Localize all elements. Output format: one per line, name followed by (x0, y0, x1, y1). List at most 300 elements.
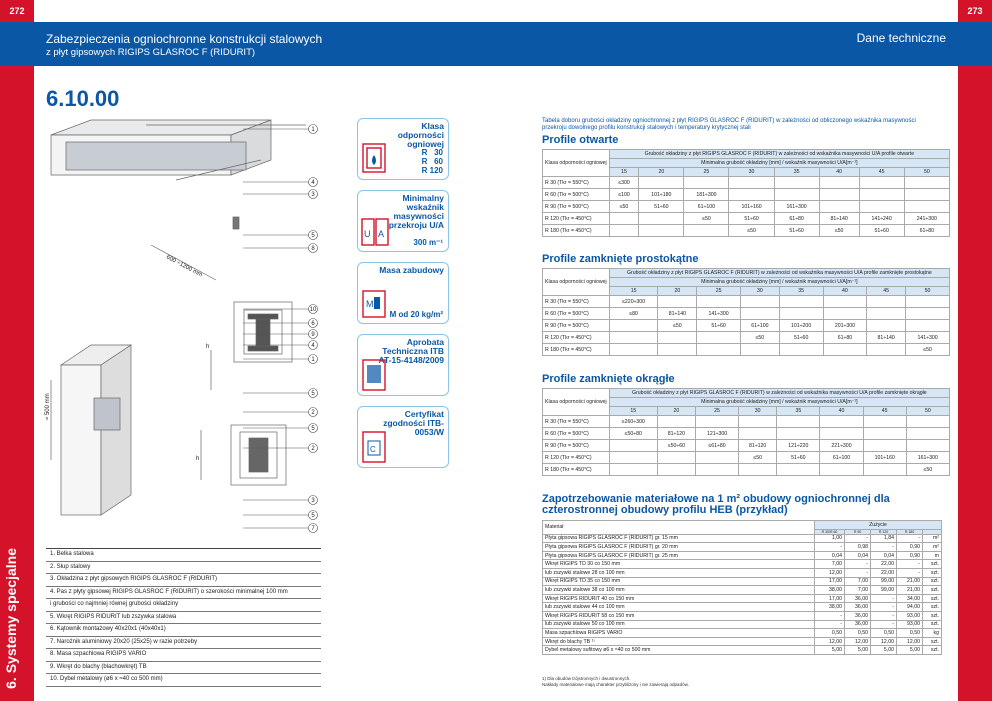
material-cell: - (815, 543, 845, 552)
table-cell (859, 177, 904, 189)
table-cell (867, 296, 906, 308)
card-value: M od 20 kg/m² (389, 310, 443, 319)
construction-drawing (46, 120, 336, 545)
material-cell: 5,00 (815, 646, 845, 655)
material-cell: kg (923, 629, 942, 638)
table-cell (609, 213, 639, 225)
table-cell (819, 201, 859, 213)
table-row (543, 464, 950, 476)
material-cell: 17,00 (815, 594, 845, 603)
material-cell: szt. (923, 637, 942, 646)
material-cell: Wkręt do blachy TB ¹⁾ (543, 637, 815, 646)
table-cell (823, 344, 867, 356)
table-cell: 121÷220 (777, 440, 820, 452)
table-cell: R 60 (Tkr = 500°C) (543, 428, 610, 440)
table-cell: ≤220÷300 (609, 296, 658, 308)
material-cell: 34,00 (897, 594, 923, 603)
material-cell: szt. (923, 646, 942, 655)
col-header: 30 (739, 407, 777, 416)
col-header: 15 (609, 407, 657, 416)
col-header: 50 (904, 168, 949, 177)
table-cell (658, 332, 697, 344)
legend-item: 5. Wkręt RIGIPS RIDURIT lub zszywka stalowa (46, 612, 321, 625)
table-cell (820, 464, 863, 476)
col-header: 50 (906, 407, 949, 416)
table-row (543, 428, 950, 440)
info-card (357, 262, 449, 324)
table-cell (739, 464, 777, 476)
table-cell: 101÷160 (729, 201, 774, 213)
table-cell (904, 189, 949, 201)
table-cell: ≤300 (609, 177, 639, 189)
material-row (543, 646, 942, 655)
material-row (543, 586, 942, 595)
table-cell: R 120 (Tkr = 450°C) (543, 452, 610, 464)
callout-number: 1 (311, 127, 315, 133)
table-cell (658, 296, 697, 308)
col-header: 45 (867, 287, 906, 296)
table-cell: 51÷60 (777, 452, 820, 464)
material-cell: 12,00 (871, 637, 897, 646)
table-cell (859, 189, 904, 201)
material-cell: 22,00 (871, 560, 897, 569)
material-row (543, 629, 942, 638)
legend-item: 6. Kątownik montażowy 40x20x1 (40x40x1) (46, 624, 321, 637)
table-cell: 81÷140 (658, 308, 697, 320)
material-cell: Wkręt RIGIPS TD 30 co 150 mm (543, 560, 815, 569)
materials-table (542, 520, 942, 655)
table-cell: 61÷80 (904, 225, 949, 237)
dim-top-label: 600 ÷1200 mm (165, 254, 204, 279)
usage-sub-header: R 30/R 60 (815, 529, 845, 534)
table-cell (639, 225, 684, 237)
info-card (357, 118, 449, 180)
col-header: 40 (823, 287, 867, 296)
material-cell: Masa szpachlowa RIGIPS VARIO (543, 629, 815, 638)
callout-number: 7 (311, 526, 315, 532)
table-row (543, 344, 950, 356)
callout-number: 4 (311, 180, 315, 186)
table-cell (774, 189, 819, 201)
col-header: 15 (609, 168, 639, 177)
table-cell: ≤50÷80 (609, 428, 657, 440)
material-cell: szt. (923, 594, 942, 603)
material-cell: 36,00 (845, 620, 871, 629)
callout-number: 8 (311, 246, 315, 252)
table-cell: 141÷240 (859, 213, 904, 225)
table-cell (859, 201, 904, 213)
table-cell: 61÷100 (741, 320, 780, 332)
material-cell: - (871, 611, 897, 620)
table-cell (904, 177, 949, 189)
svg-text:U: U (364, 229, 371, 239)
table-cell (739, 416, 777, 428)
material-cell: - (897, 534, 923, 543)
usage-sub-header: R 120 (871, 529, 897, 534)
header (0, 22, 992, 66)
material-cell: Wkręt RIGIPS TD 35 co 150 mm (543, 577, 815, 586)
material-cell: szt. (923, 568, 942, 577)
table-cell: ≤50 (819, 225, 859, 237)
table-cell (609, 440, 657, 452)
material-cell: 0,90 (897, 543, 923, 552)
material-cell: Płyta gipsowa RIGIPS GLASROC F (RIDURIT) gr. 25 mm (543, 551, 815, 560)
dim-side-label: ≈ 500 mm (45, 393, 51, 420)
class-header: Klasa odporności ogniowej (543, 389, 610, 416)
certificate-icon (360, 429, 390, 465)
material-cell: 38,00 (815, 603, 845, 612)
table-row (543, 225, 950, 237)
col-header: 35 (777, 407, 820, 416)
material-cell: 5,00 (871, 646, 897, 655)
table-cell (695, 452, 738, 464)
table-cell (657, 452, 695, 464)
material-row (543, 551, 942, 560)
table-row (543, 332, 950, 344)
material-cell: 0,04 (871, 551, 897, 560)
legend-item: 3. Okładzina z płyt gipsowych RIGIPS GLASROC F (RIDURIT) (46, 574, 321, 587)
table-cell: R 60 (Tkr = 500°C) (543, 308, 610, 320)
table-cell (729, 177, 774, 189)
table-cell (741, 296, 780, 308)
material-cell: Płyta gipsowa RIGIPS GLASROC F (RIDURIT) gr. 20 mm (543, 543, 815, 552)
legend-item: 7. Narożnik aluminiowy 20x20 (25x25) w razie potrzeby (46, 637, 321, 650)
materials-title: Zapotrzebowanie materiałowe na 1 m² obudowy ogniochronnej dla czterostronnej obudowy profilu HEB (przykład) (542, 493, 890, 516)
table-cell (777, 416, 820, 428)
material-cell: Wkręt RIGIPS RIDURIT 58 co 150 mm (543, 611, 815, 620)
col-header: 30 (741, 287, 780, 296)
table-cell (823, 296, 867, 308)
table-head: Grubość okładziny z płyt RIGIPS GLASROC F (RIDURIT) w zależności od wskaźnika masywności U/A profile zamknięte prostokątne (609, 269, 949, 278)
card-value: R 30 R 60 R 120 (421, 148, 443, 175)
col-header: 20 (657, 407, 695, 416)
card-title: Certyfikat zgodności ITB-0053/W (383, 409, 444, 437)
info-card (357, 190, 449, 252)
callout-number: 3 (311, 498, 315, 504)
material-cell: 0,98 (845, 543, 871, 552)
callout-number: 5 (311, 233, 315, 239)
material-cell: 12,00 (815, 637, 845, 646)
material-cell: - (871, 594, 897, 603)
table-cell: 81÷120 (657, 428, 695, 440)
legend-item: 9. Wkręt do blachy (blachowkręt) TB (46, 662, 321, 675)
callout-number: 6 (311, 321, 315, 327)
table-cell: ≤50 (609, 201, 639, 213)
table-cell: 61÷100 (684, 201, 729, 213)
table-cell (774, 177, 819, 189)
col-header: 45 (863, 407, 906, 416)
table-cell (658, 344, 697, 356)
table-title: Profile otwarte (542, 134, 619, 146)
table-cell: R 90 (Tkr = 500°C) (543, 201, 610, 213)
table-cell (867, 308, 906, 320)
legend-item: i grubości co najmniej równej grubości okładziny (46, 599, 321, 612)
usage-col-header: Zużycie (815, 521, 942, 530)
material-cell: 99,00 (871, 577, 897, 586)
material-row (543, 637, 942, 646)
table-row (543, 213, 950, 225)
callout-number: 5 (311, 426, 315, 432)
material-row (543, 611, 942, 620)
callout-number: 5 (311, 391, 315, 397)
table-cell (739, 428, 777, 440)
material-cell: - (871, 620, 897, 629)
table-cell (904, 201, 949, 213)
h-label-2: h (196, 456, 200, 462)
table-row (543, 189, 950, 201)
material-cell: 7,00 (845, 577, 871, 586)
callout-number: 2 (311, 410, 315, 416)
table-sub: Minimalna grubość okładziny [mm] / wskaźnik masywności U/A[m⁻¹] (609, 159, 949, 168)
table-cell: 51÷60 (774, 225, 819, 237)
col-header: 20 (639, 168, 684, 177)
table-cell (639, 213, 684, 225)
legend-item: 1. Belka stalowa (46, 549, 321, 562)
table-cell: R 30 (Tkr = 550°C) (543, 296, 610, 308)
col-header: 30 (729, 168, 774, 177)
material-cell: szt. (923, 560, 942, 569)
legend-item: 10. Dybel metalowy (ø6 x ≈40 co 500 mm) (46, 674, 321, 687)
document-icon (360, 357, 390, 393)
table-row (543, 201, 950, 213)
material-cell: lub zszywki stalowe 50 co 100 mm (543, 620, 815, 629)
footnote-1: 1) Dla obudów trójstronnych i dwustronnych. (542, 676, 631, 681)
material-cell: 22,00 (871, 568, 897, 577)
table-cell: 51÷60 (639, 201, 684, 213)
table-cell: ≤50 (739, 452, 777, 464)
material-cell: 36,00 (845, 611, 871, 620)
table-cell (657, 416, 695, 428)
material-cell: 38,00 (815, 586, 845, 595)
col-header: 40 (820, 407, 863, 416)
material-cell: - (815, 611, 845, 620)
table-cell (906, 320, 950, 332)
class-header: Klasa odporności ogniowej (543, 150, 610, 177)
table-cell (820, 416, 863, 428)
table-cell (819, 189, 859, 201)
col-header: 40 (819, 168, 859, 177)
material-cell: 12,00 (897, 637, 923, 646)
material-cell: lub zszywki stalowe 28 co 100 mm (543, 568, 815, 577)
usage-sub-header: R 180 (897, 529, 923, 534)
table-cell: 101÷200 (779, 320, 823, 332)
material-cell: 0,50 (815, 629, 845, 638)
table-cell: 51÷60 (697, 320, 741, 332)
page-number-left: 272 (0, 0, 34, 22)
col-header: 20 (658, 287, 697, 296)
table-cell: ≤80 (609, 308, 658, 320)
table-cell: ≤50 (906, 344, 950, 356)
material-cell: Wkręt RIGIPS RIDURIT 40 co 150 mm (543, 594, 815, 603)
page-number-right: 273 (958, 0, 992, 22)
dimension-table (542, 149, 950, 237)
table-cell (695, 464, 738, 476)
material-cell: - (871, 543, 897, 552)
table-cell: ≤50÷60 (657, 440, 695, 452)
table-cell: R 30 (Tkr = 550°C) (543, 416, 610, 428)
table-cell: 81÷120 (739, 440, 777, 452)
table-cell (906, 428, 949, 440)
material-cell: 0,90 (897, 551, 923, 560)
h-label-1: h (206, 344, 210, 350)
sidebar (0, 66, 34, 701)
material-cell: - (815, 620, 845, 629)
table-cell (609, 225, 639, 237)
legend-item: 2. Słup stalowy (46, 562, 321, 575)
footnotes (542, 676, 689, 687)
material-cell: 7,00 (815, 560, 845, 569)
table-cell: R 60 (Tkr = 500°C) (543, 189, 610, 201)
material-cell: 12,00 (815, 568, 845, 577)
table-cell: 81÷140 (819, 213, 859, 225)
table-cell: 201÷300 (823, 320, 867, 332)
material-cell: m² (923, 543, 942, 552)
table-cell (867, 320, 906, 332)
material-cell: 0,50 (871, 629, 897, 638)
usage-sub-header: R 90 (845, 529, 871, 534)
table-cell: R 180 (Tkr = 450°C) (543, 344, 610, 356)
material-cell: 21,00 (897, 586, 923, 595)
material-cell: 5,00 (897, 646, 923, 655)
footnote-2: Nakłady materiałowe mają charakter przybliżony i nie zawierają odpadów. (542, 681, 689, 687)
table-cell (779, 296, 823, 308)
table-cell (906, 416, 949, 428)
col-header: 25 (684, 168, 729, 177)
col-header: 45 (859, 168, 904, 177)
table-cell: R 180 (Tkr = 450°C) (543, 464, 610, 476)
material-cell: 7,00 (845, 586, 871, 595)
material-row (543, 594, 942, 603)
table-cell: R 90 (Tkr = 500°C) (543, 320, 610, 332)
material-cell: m (923, 551, 942, 560)
info-card (357, 406, 449, 468)
table-cell (906, 296, 950, 308)
table-cell (777, 464, 820, 476)
header-right: Dane techniczne (856, 31, 946, 45)
material-cell: 0,04 (815, 551, 845, 560)
table-cell (639, 177, 684, 189)
material-cell: 0,50 (845, 629, 871, 638)
table-cell: 51÷60 (859, 225, 904, 237)
table-cell (695, 416, 738, 428)
right-bar (958, 66, 992, 701)
table-cell: 61÷80 (774, 213, 819, 225)
legend (46, 548, 321, 687)
table-cell: ≤61÷80 (695, 440, 738, 452)
table-cell: ≤50 (741, 332, 780, 344)
table-cell (741, 344, 780, 356)
table-row (543, 320, 950, 332)
table-cell (697, 296, 741, 308)
callout-number: 2 (311, 446, 315, 452)
table-cell: 141÷300 (697, 308, 741, 320)
sidebar-label: 6. Systemy specjalne (3, 548, 19, 689)
table-cell: ≤100 (609, 189, 639, 201)
table-cell: 61÷100 (820, 452, 863, 464)
callout-number: 9 (311, 332, 315, 338)
table-title: Profile zamknięte prostokątne (542, 253, 699, 265)
material-cell: szt. (923, 577, 942, 586)
table-cell (741, 308, 780, 320)
table-cell: R 120 (Tkr = 450°C) (543, 213, 610, 225)
table-cell: R 90 (Tkr = 500°C) (543, 440, 610, 452)
material-cell: m² (923, 534, 942, 543)
material-row (543, 577, 942, 586)
table-cell: 121÷300 (695, 428, 738, 440)
callout-number: 4 (311, 343, 315, 349)
material-cell: - (871, 603, 897, 612)
material-cell: 36,00 (845, 603, 871, 612)
material-cell: 5,00 (845, 646, 871, 655)
header-subtitle: z płyt gipsowych RIGIPS GLASROC F (RIDURIT) (46, 47, 256, 58)
table-cell (863, 440, 906, 452)
callout-number: 3 (311, 192, 315, 198)
table-cell: 51÷60 (729, 213, 774, 225)
material-cell: szt. (923, 620, 942, 629)
table-cell: 181÷300 (684, 189, 729, 201)
table-cell: ≤50 (658, 320, 697, 332)
material-cell: lub zszywki stalowe 38 co 100 mm (543, 586, 815, 595)
table-row (543, 440, 950, 452)
material-cell: lub zszywki stalowe 44 co 100 mm (543, 603, 815, 612)
card-title: Minimalny wskaźnik masywności przekroju U/A (388, 193, 444, 230)
material-row (543, 560, 942, 569)
table-cell (906, 440, 949, 452)
col-header: 35 (774, 168, 819, 177)
table-title: Profile zamknięte okrągłe (542, 373, 675, 385)
table-cell: ≤50 (684, 213, 729, 225)
table-cell (823, 308, 867, 320)
material-cell: - (845, 560, 871, 569)
table-cell (777, 428, 820, 440)
table-cell (867, 344, 906, 356)
table-cell (609, 344, 658, 356)
material-cell: szt. (923, 586, 942, 595)
table-cell: R 120 (Tkr = 450°C) (543, 332, 610, 344)
table-cell: 51÷60 (779, 332, 823, 344)
table-cell (697, 344, 741, 356)
svg-text:C: C (370, 445, 376, 454)
table-intro: Tabela doboru grubości okładziny ogniochronnej z płyt RIGIPS GLASROC F (RIDURIT) w zależności od obliczonego wskaźnika masywności przekroju dowolnego profilu konstrukcji stalowych i temperatury krytycznej stali (542, 118, 916, 131)
class-header: Klasa odporności ogniowej (543, 269, 610, 296)
material-cell: - (897, 560, 923, 569)
table-cell (906, 308, 950, 320)
dimension-table (542, 388, 950, 476)
card-title: Klasa odporności ogniowej (397, 121, 444, 149)
table-cell (609, 464, 657, 476)
table-cell (779, 308, 823, 320)
col-header: 35 (779, 287, 823, 296)
material-row (543, 534, 942, 543)
table-sub: Minimalna grubość okładziny [mm] / wskaźnik masywności U/A[m⁻¹] (609, 398, 949, 407)
col-header: 25 (695, 407, 738, 416)
material-cell: szt. (923, 611, 942, 620)
callout-number: 1 (311, 357, 315, 363)
card-value: 300 m⁻¹ (413, 238, 443, 247)
ua-icon (360, 213, 390, 249)
col-header: 15 (609, 287, 658, 296)
material-cell: 0,04 (845, 551, 871, 560)
header-title: Zabezpieczenia ogniochronne konstrukcji stalowych (46, 32, 323, 46)
table-cell (697, 332, 741, 344)
table-cell: 81÷140 (867, 332, 906, 344)
material-cell: 1,00 (815, 534, 845, 543)
table-row (543, 296, 950, 308)
table-cell: 61÷80 (823, 332, 867, 344)
material-cell: 93,00 (897, 620, 923, 629)
table-cell (684, 225, 729, 237)
table-cell (609, 320, 658, 332)
